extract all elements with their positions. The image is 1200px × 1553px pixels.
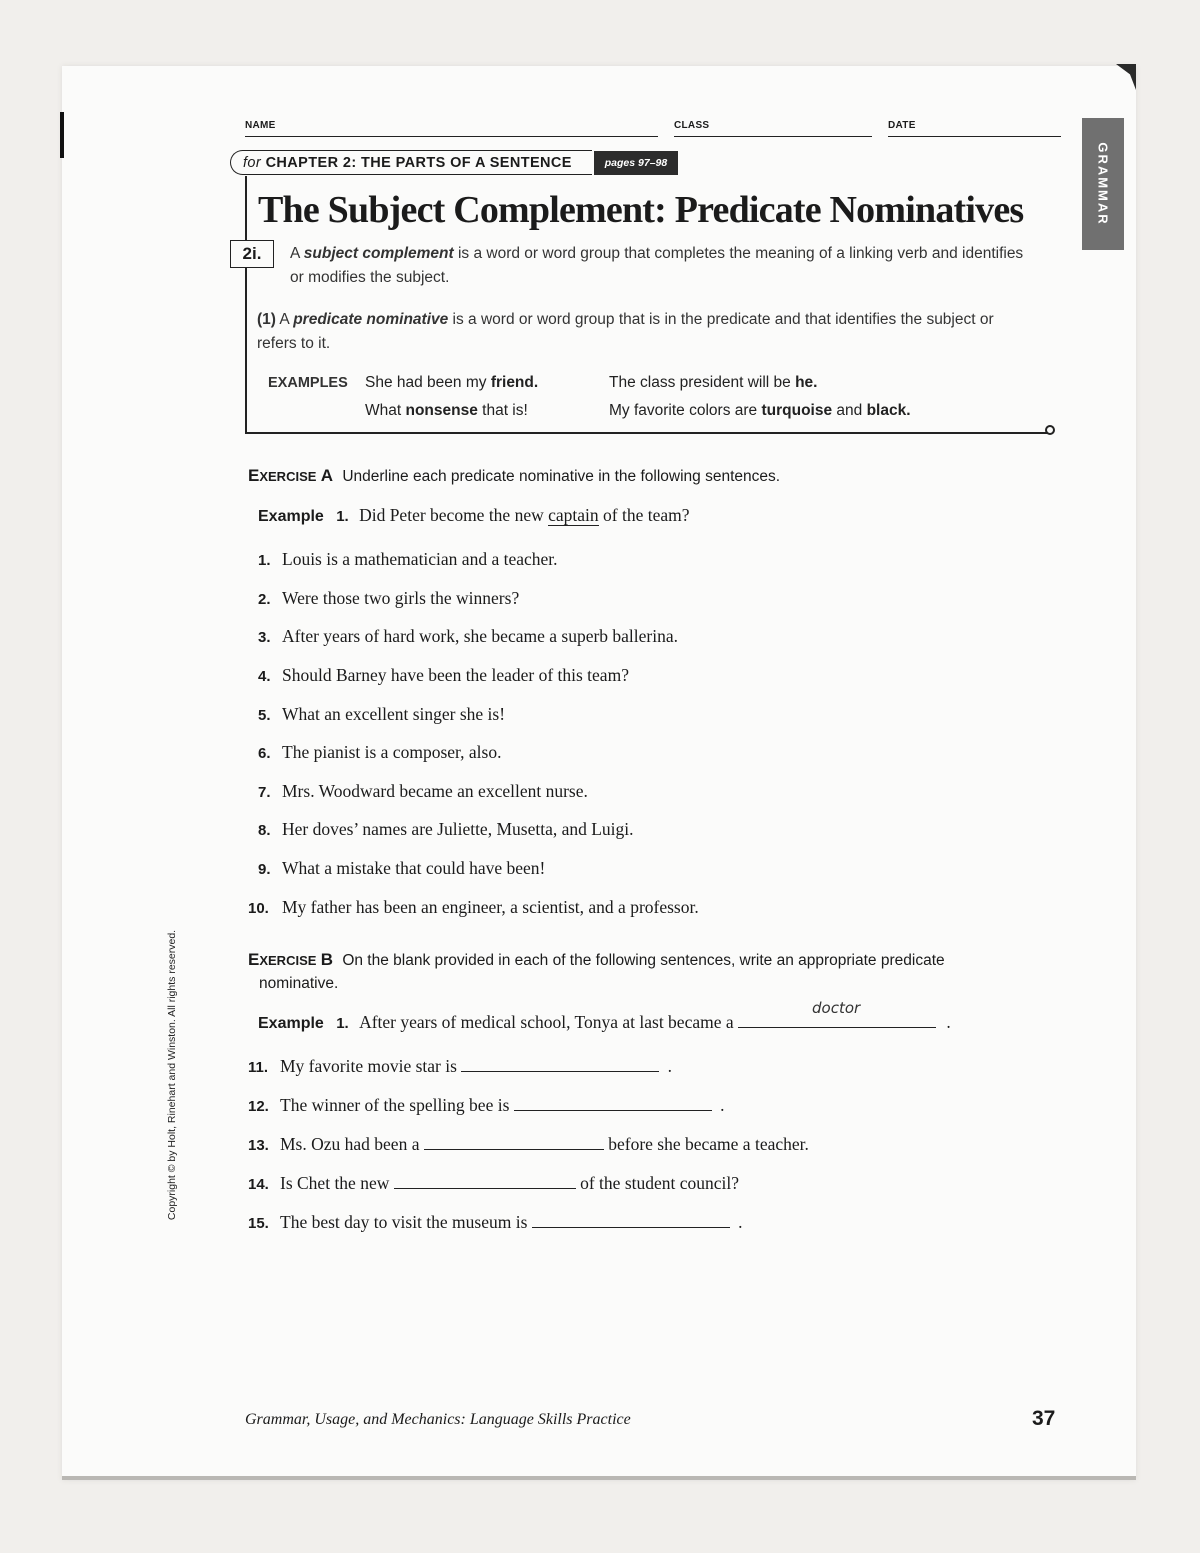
date-line [888,136,1061,137]
subrule-term: predicate nominative [293,311,449,328]
exercise-a-example [258,505,690,526]
subrule-text-start: A [275,311,294,328]
item-text-end: of the student council? [580,1173,740,1193]
answer-blank[interactable] [424,1135,604,1150]
footer-book-title: Grammar, Usage, and Mechanics: Language Skills Practice [245,1411,631,1428]
exercise-a-item-6[interactable] [258,742,501,763]
item-text[interactable]: The pianist is a composer, also. [282,742,502,762]
page-title: The Subject Complement: Predicate Nominatives [258,189,1024,231]
item-number: 7. [258,784,271,801]
exercise-a-rest: XERCISE [259,469,317,484]
exercise-a-heading [248,466,780,486]
example-answer-blank [738,999,936,1028]
example-sentence-3 [365,402,528,420]
exercise-b-rest: XERCISE [259,953,317,968]
item-text-end: . [667,1056,673,1076]
item-number: 1. [258,552,271,569]
item-text[interactable]: Louis is a mathematician and a teacher. [282,549,558,569]
exercise-b-letter: B [320,950,334,969]
item-text: The winner of the spelling bee is [280,1095,510,1115]
subrule-text [257,308,1027,356]
rule-box-border-bottom [245,432,1049,434]
example-3-text-end: that is! [477,402,528,419]
example-text: After years of medical school, Tonya at last became a [359,1012,734,1032]
exercise-a-instruction: Underline each predicate nominative in the following sentences. [342,468,781,485]
rule-box-border-left [245,176,247,434]
example-1-bold: friend. [490,374,539,391]
item-text[interactable]: Mrs. Woodward became an excellent nurse. [282,781,588,801]
grammar-side-tab-label: GRAMMAR [1095,142,1111,226]
example-number: 1. [336,508,349,525]
class-label: CLASS [674,120,710,131]
item-text[interactable]: After years of hard work, she became a superb ballerina. [282,626,679,646]
copyright-notice: Copyright © by Holt, Rinehart and Winston. All rights reserved. [166,929,178,1221]
exercise-b-item-13 [248,1134,809,1155]
rule-text [290,242,1030,290]
example-4-bold-1: turquoise [761,402,833,419]
examples-label: EXAMPLES [268,375,348,391]
item-number: 14. [248,1176,269,1193]
exercise-a-item-7[interactable] [258,781,588,802]
name-line [245,136,658,137]
exercise-a-item-4[interactable] [258,665,629,686]
example-3-text: What [365,402,406,419]
grammar-side-tab [1082,118,1124,250]
item-number: 13. [248,1137,269,1154]
item-number: 2. [258,591,271,608]
rule-term: subject complement [303,245,454,262]
answer-blank[interactable] [461,1057,659,1072]
exercise-b-item-14 [248,1173,739,1194]
binder-mark [60,112,64,158]
item-text-end: before she became a teacher. [608,1134,809,1154]
date-label: DATE [888,120,916,131]
example-handwritten-answer: doctor [812,999,861,1017]
example-underlined-word: captain [548,505,599,525]
exercise-b-cap: E [248,950,260,969]
example-4-text: My favorite colors are [609,402,762,419]
item-text: Is Chet the new [280,1173,390,1193]
example-sentence-4 [609,402,911,420]
rule-text-start: A [290,245,304,262]
example-label: Example [258,1015,324,1032]
item-number: 3. [258,629,271,646]
example-sentence-1 [365,374,538,392]
item-number: 12. [248,1098,269,1115]
exercise-a-item-5[interactable] [258,704,505,725]
exercise-a-cap: E [248,466,260,485]
exercise-a-item-10[interactable] [248,897,699,918]
chapter-prefix: for [243,155,262,171]
example-end: . [946,1012,951,1032]
exercise-a-item-3[interactable] [258,626,678,647]
item-number: 6. [258,745,271,762]
exercise-b-item-15 [248,1212,743,1233]
rule-text-end: is a word or word group that completes the meaning of a linking verb and identifies or modifies the subject. [290,245,1024,286]
example-3-bold: nonsense [405,402,478,419]
item-number: 4. [258,668,271,685]
example-label: Example [258,508,324,525]
item-text[interactable]: Were those two girls the winners? [282,588,520,608]
name-label: NAME [245,120,276,131]
chapter-title [230,150,592,175]
chapter-bar [230,150,680,177]
exercise-a-letter: A [320,466,334,485]
item-text[interactable]: My father has been an engineer, a scientist, and a professor. [282,897,699,917]
item-number: 10. [248,900,269,917]
pages-badge: pages 97–98 [594,151,678,175]
page-number: 37 [1032,1407,1056,1430]
answer-blank[interactable] [394,1174,576,1189]
item-text-end: . [738,1212,743,1232]
item-text[interactable]: What an excellent singer she is! [282,704,506,724]
rule-box-end-dot [1045,425,1055,435]
item-text-end: . [720,1095,725,1115]
item-text: Ms. Ozu had been a [280,1134,420,1154]
example-sentence-2 [609,374,818,392]
answer-blank[interactable] [514,1096,712,1111]
item-text[interactable]: Should Barney have been the leader of this team? [282,665,629,685]
example-2-bold: he. [795,374,818,391]
item-number: 9. [258,861,271,878]
answer-blank[interactable] [532,1213,730,1228]
exercise-b-item-11 [248,1056,672,1077]
exercise-a-item-8[interactable] [258,819,634,840]
exercise-b-heading [248,950,945,970]
item-text: The best day to visit the museum is [280,1212,528,1232]
class-line [674,136,872,137]
exercise-b-instruction: On the blank provided in each of the following sentences, write an appropriate predicate [342,952,945,969]
chapter-name: CHAPTER 2: THE PARTS OF A SENTENCE [265,155,572,171]
example-4-text-mid: and [832,402,867,419]
item-text[interactable]: What a mistake that could have been! [282,858,546,878]
exercise-b-example [258,999,951,1033]
example-number: 1. [336,1015,349,1032]
exercise-b-instruction-cont: nominative. [259,975,339,992]
example-text-end: of the team? [598,505,690,525]
example-text-start: Did Peter become the new [359,505,549,525]
item-number: 5. [258,707,271,724]
example-2-text: The class president will be [609,374,796,391]
exercise-a-item-9[interactable] [258,858,545,879]
item-number: 11. [248,1059,269,1076]
subrule-text-end: is a word or word group that is in the predicate and that identifies the subject or refers to it. [257,311,994,352]
item-number: 8. [258,822,271,839]
exercise-b-item-12 [248,1095,725,1116]
example-4-bold-2: black. [866,402,911,419]
exercise-a-item-1[interactable] [258,549,558,570]
exercise-a-item-2[interactable] [258,588,519,609]
rule-number: 2i. [230,240,274,268]
subrule-number: (1) [257,311,276,328]
item-text[interactable]: Her doves’ names are Juliette, Musetta, and Luigi. [282,819,634,839]
example-1-text: She had been my [365,374,491,391]
item-number: 15. [248,1215,269,1232]
item-text: My favorite movie star is [280,1056,457,1076]
